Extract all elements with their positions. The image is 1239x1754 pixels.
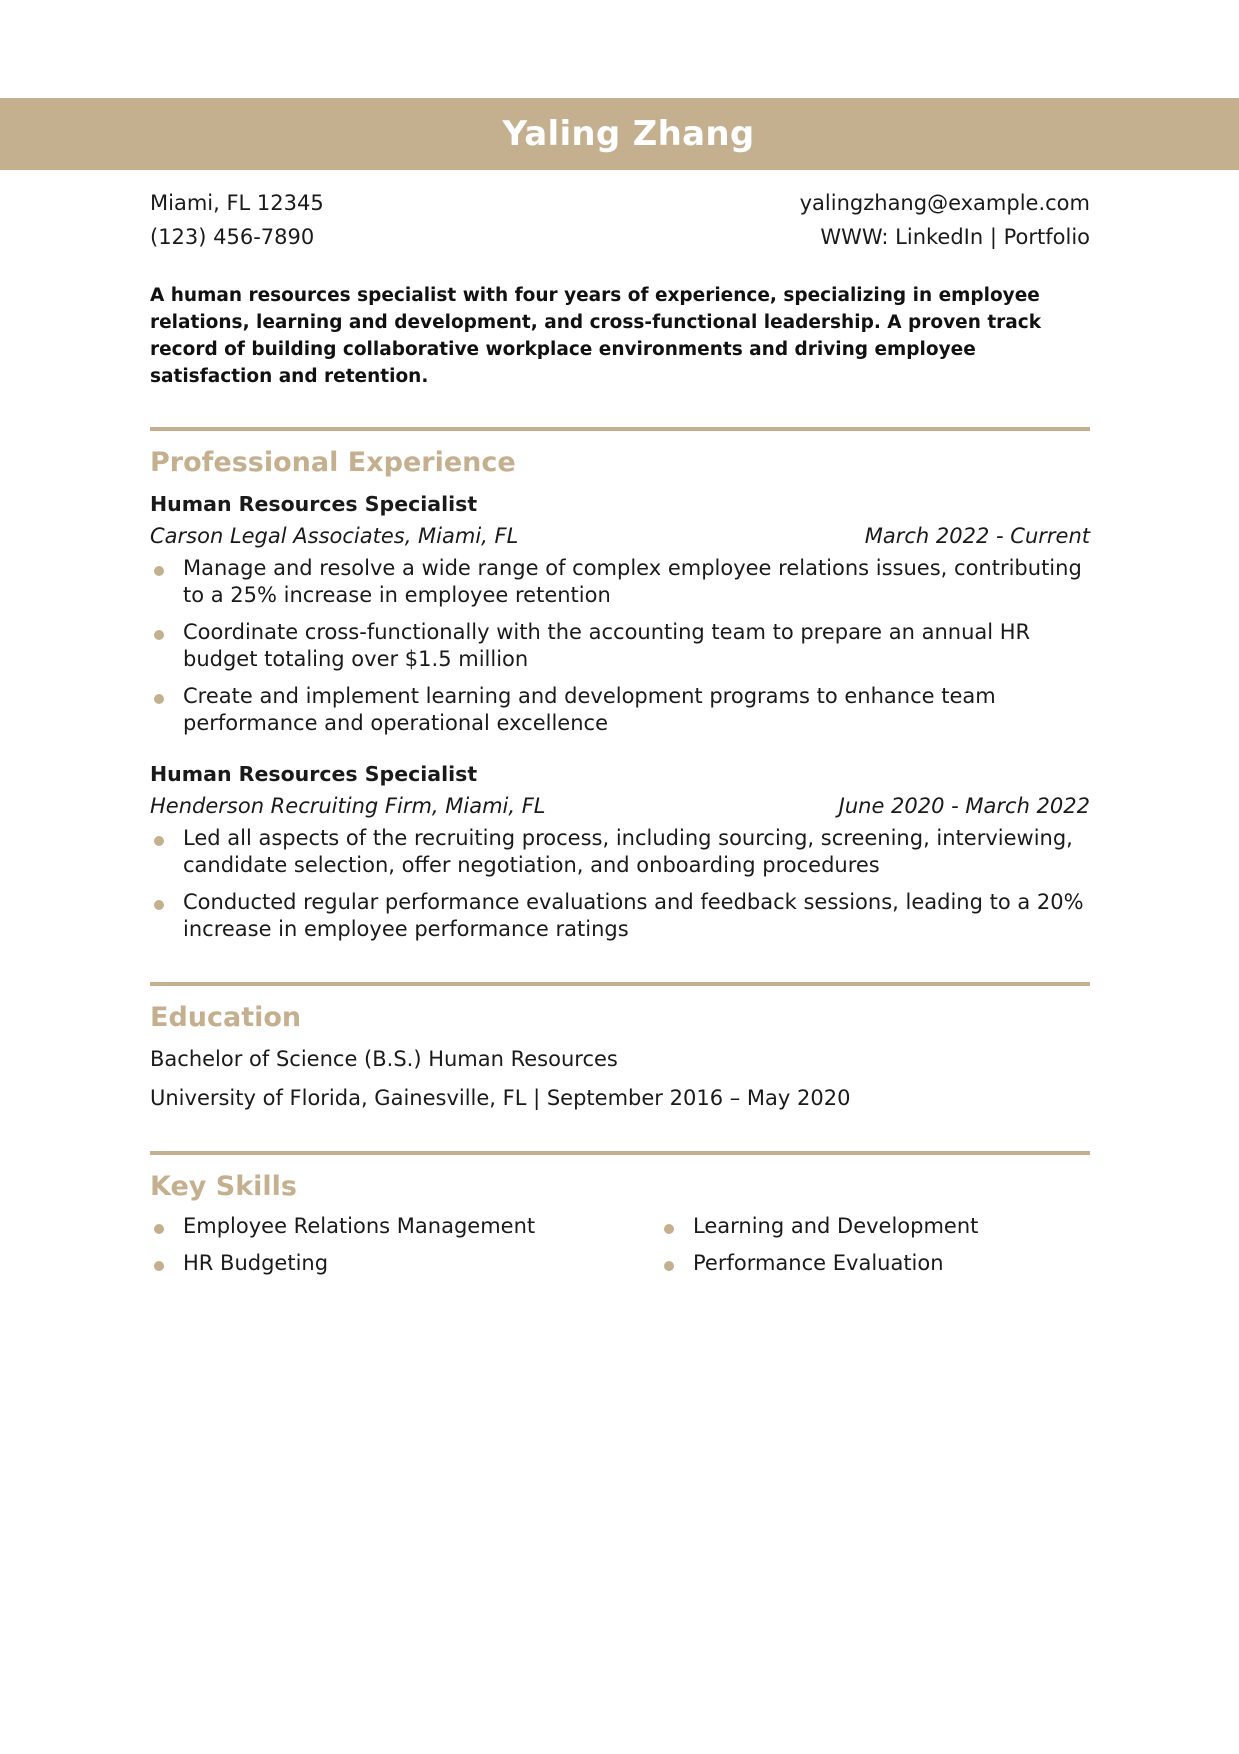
job-bullets — [150, 555, 1090, 737]
list-item: Create and implement learning and development programs to enhance team performance and operational excellence — [150, 683, 1090, 737]
job-meta — [150, 789, 1090, 823]
section-divider — [150, 427, 1090, 431]
professional-summary: A human resources specialist with four years of experience, specializing in employee relations, learning and development, and cross-functional leadership. A proven track record of building collaborative workplace environments and driving employee satisfaction and retention. — [150, 285, 1042, 387]
bullet-dot-icon — [664, 1224, 674, 1234]
job-title: Human Resources Specialist — [150, 762, 478, 786]
job-title: Human Resources Specialist — [150, 492, 478, 516]
job-meta — [150, 519, 1090, 553]
resume-content — [150, 186, 1090, 1277]
list-item: Conducted regular performance evaluations and feedback sessions, leading to a 20% increase in employee performance ratings — [150, 889, 1090, 943]
name-banner — [0, 98, 1239, 170]
section-divider — [150, 982, 1090, 986]
contact-web-links[interactable]: WWW: LinkedIn | Portfolio — [820, 225, 1090, 249]
section-title-education: Education — [150, 1002, 302, 1033]
section-title-experience: Professional Experience — [150, 447, 516, 478]
job-entry — [150, 489, 1090, 737]
contact-left — [150, 186, 324, 254]
list-item: Coordinate cross-functionally with the accounting team to prepare an annual HR budget totaling over $1.5 million — [150, 619, 1090, 673]
contact-location: Miami, FL 12345 — [150, 191, 324, 215]
contact-block — [150, 186, 1090, 254]
job-entry — [150, 759, 1090, 943]
list-item: Manage and resolve a wide range of complex employee relations issues, contributing to a 25% increase in employee retention — [150, 555, 1090, 609]
education-school: University of Florida, Gainesville, FL | September 2016 – May 2020 — [150, 1086, 851, 1110]
bullet-dot-icon — [154, 900, 164, 910]
job-company: Carson Legal Associates, Miami, FL — [150, 524, 519, 548]
contact-email[interactable]: yalingzhang@example.com — [799, 191, 1090, 215]
skill-item: Learning and Development — [660, 1213, 1090, 1240]
section-divider — [150, 1151, 1090, 1155]
contact-right — [800, 186, 1090, 254]
bullet-dot-icon — [154, 1261, 164, 1271]
bullet-dot-icon — [154, 836, 164, 846]
bullet-dot-icon — [154, 1224, 164, 1234]
skill-item: Employee Relations Management — [150, 1213, 660, 1240]
job-dates: June 2020 - March 2022 — [838, 794, 1090, 818]
skill-item: Performance Evaluation — [660, 1250, 1090, 1277]
skill-item: HR Budgeting — [150, 1250, 660, 1277]
job-dates: March 2022 - Current — [864, 524, 1090, 548]
job-bullets — [150, 825, 1090, 943]
skills-list — [150, 1213, 1090, 1277]
contact-phone: (123) 456-7890 — [150, 225, 315, 249]
bullet-dot-icon — [664, 1261, 674, 1271]
job-company: Henderson Recruiting Firm, Miami, FL — [150, 794, 546, 818]
education-degree: Bachelor of Science (B.S.) Human Resources — [150, 1047, 618, 1071]
bullet-dot-icon — [154, 566, 164, 576]
list-item: Led all aspects of the recruiting process, including sourcing, screening, interviewing, candidate selection, offer negotiation, and onboarding procedures — [150, 825, 1090, 879]
candidate-name: Yaling Zhang — [502, 114, 755, 154]
bullet-dot-icon — [154, 630, 164, 640]
bullet-dot-icon — [154, 694, 164, 704]
section-title-skills: Key Skills — [150, 1171, 297, 1202]
